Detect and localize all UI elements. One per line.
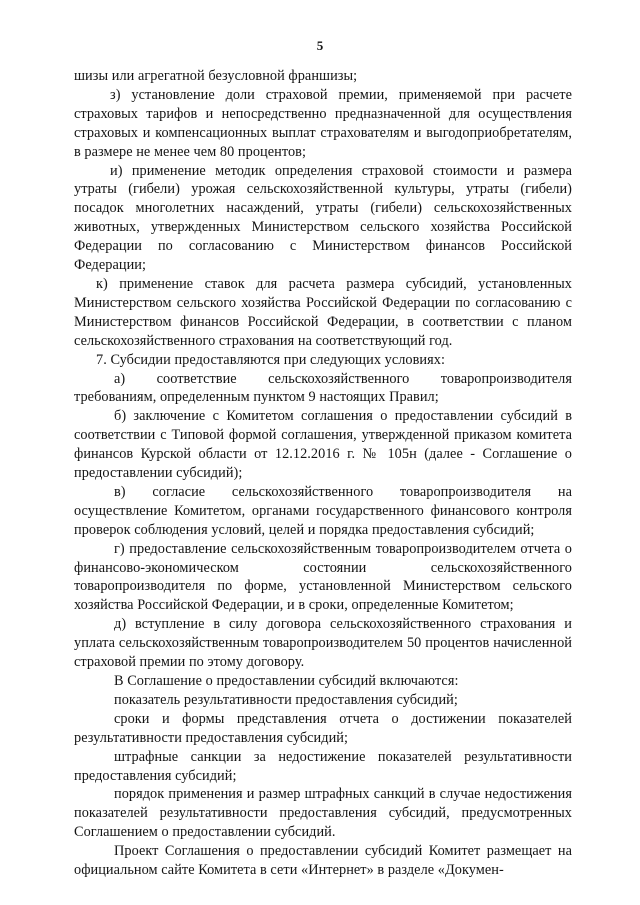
paragraph-agreement-intro: В Соглашение о предоставлении субсидий включаются:	[114, 673, 459, 689]
paragraph-agreement-draft: Проект Соглашения о предоставлении субсидий Комитет размещает на официальном сайте Комитета в сети «Интернет» в разделе «Докумен-	[74, 843, 572, 879]
paragraph-item-k: к) применение ставок для расчета размера субсидий, установленных Министерством сельского хозяйства Российской Федерации по согласованию с Министерством финансов Российской Федерации, в соответствии с планом сельскохозяйственного страхования на соответствующий год.	[74, 275, 572, 349]
paragraph-item-v: в) согласие сельскохозяйственного товаропроизводителя на осуществление Комитетом, органами государственного финансового контроля проверок соблюдения условий, целей и порядка предоставления субсидий;	[74, 483, 572, 538]
paragraph-continuation: шизы или агрегатной безусловной франшизы;	[74, 68, 358, 84]
paragraph-item-a: а) соответствие сельскохозяйственного товаропроизводителя требованиям, определенным пунктом 9 настоящих Правил;	[74, 370, 572, 406]
paragraph-item-b: б) заключение с Комитетом соглашения о предоставлении субсидий в соответствии с Типовой формой соглашения, утвержденной приказом комитета финансов Курской области от 12.12.2016 г. № 105н (далее - Соглашение о предоставлении субсидий);	[74, 408, 572, 482]
paragraph-item-i: и) применение методик определения страховой стоимости и размера утраты (гибели) урожая сельскохозяйственной культуры, утраты (гибели) посадок многолетних насаждений, утраты (гибели) сельскохозяйственных животных, утвержденных Министерством сельского хозяйства Российской Федерации по согласованию с Министерством финансов Российской Федерации;	[74, 162, 572, 274]
paragraph-item-z: з) установление доли страховой премии, применяемой при расчете страховых тарифов и непосредственно предназначенной для осуществления страховых и компенсационных выплат страхователям и выгодоприобретателям, в размере не менее чем 80 процентов;	[74, 86, 572, 160]
page-number: 5	[316, 38, 324, 53]
document-body	[74, 67, 572, 880]
paragraph-agreement-penalties: штрафные санкции за недостижение показателей результативности предоставления субсидий;	[74, 748, 572, 784]
paragraph-agreement-indicator: показатель результативности предоставления субсидий;	[114, 691, 458, 708]
paragraph-agreement-penalty-procedure: порядок применения и размер штрафных санкций в случае недостижения показателей результативности предоставления субсидий, предусмотренных Соглашением о предоставлении субсидий.	[74, 786, 572, 841]
paragraph-section-7: 7. Субсидии предоставляются при следующих условиях:	[96, 351, 445, 368]
paragraph-item-g: г) предоставление сельскохозяйственным товаропроизводителем отчета о финансово-экономическом состоянии сельскохозяйственного товаропроизводителя по форме, установленной Министерством сельского хозяйства Российской Федерации, и в сроки, определенные Комитетом;	[74, 540, 572, 614]
paragraph-agreement-report-terms: сроки и формы представления отчета о достижении показателей результативности предоставления субсидий;	[74, 710, 572, 746]
paragraph-item-d: д) вступление в силу договора сельскохозяйственного страхования и уплата сельскохозяйственным товаропроизводителем 50 процентов начисленной страховой премии по этому договору.	[74, 616, 572, 671]
